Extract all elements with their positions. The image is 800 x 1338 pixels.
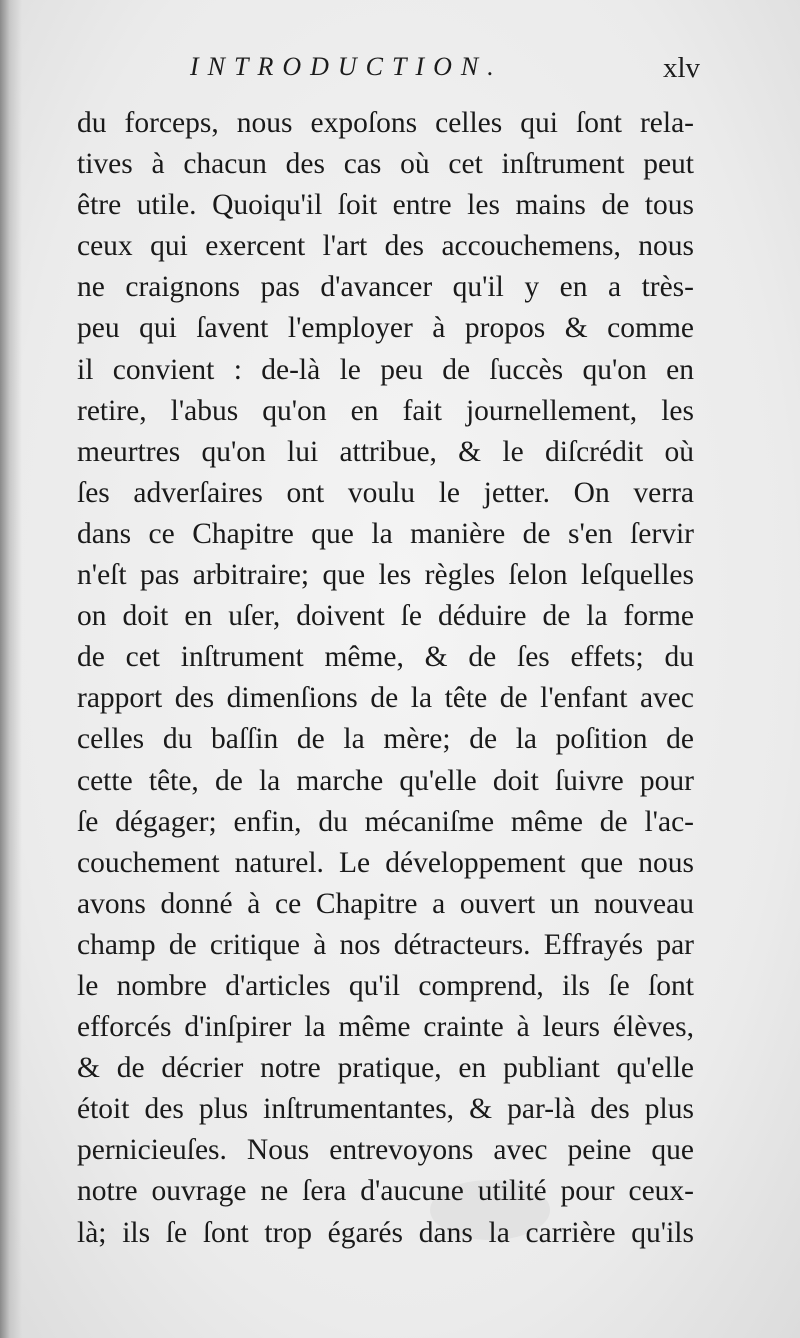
text-line: être utile. Quoiqu'il ſoit entre les mains de tous [77,189,694,222]
text-line: & de décrier notre pratique, en publiant qu'elle [77,1052,694,1085]
text-line: pernicieuſes. Nous entrevoyons avec peine que [77,1134,694,1167]
running-head [190,52,700,92]
text-line: ceux qui exercent l'art des accouchemens, nous [77,230,694,263]
text-line: le nombre d'articles qu'il comprend, ils ſe ſont [77,969,694,1002]
text-line: rapport des dimenſions de la tête de l'enfant avec [77,682,694,715]
text-line: peu qui ſavent l'employer à propos & comme [77,312,694,345]
text-line: tives à chacun des cas où cet inſtrument peut [77,148,694,181]
text-line: ne craignons pas d'avancer qu'il y en a très- [77,271,694,304]
text-line: de cet inſtrument même, & de ſes effets; du [77,641,694,674]
body-text [77,103,694,1254]
text-line: couchement naturel. Le développement que nous [77,846,694,879]
text-line: retire, l'abus qu'on en fait journellement, les [77,394,694,427]
text-line: champ de critique à nos détracteurs. Effrayés par [77,928,694,961]
text-line: du forceps, nous expoſons celles qui ſont rela- [77,107,694,139]
text-line: cette tête, de la marche qu'elle doit ſuivre pour [77,764,694,797]
text-line: efforcés d'inſpirer la même crainte à leurs élèves, [77,1011,694,1044]
text-line: étoit des plus inſtrumentantes, & par-là des plus [77,1093,694,1126]
text-line: là; ils ſe ſont trop égarés dans la carrière qu'ils [77,1216,694,1249]
running-title: INTRODUCTION. [190,52,503,81]
text-line: dans ce Chapitre que la manière de s'en ſervir [77,517,694,550]
text-line: celles du baſſin de la mère; de la poſition de [77,723,694,756]
text-line: meurtres qu'on lui attribue, & le diſcrédit où [77,435,694,468]
text-line: avons donné à ce Chapitre a ouvert un nouveau [77,887,694,920]
page-number: xlv [662,52,700,84]
text-line: on doit en uſer, doivent ſe déduire de la forme [77,600,694,633]
text-line: il convient : de-là le peu de ſuccès qu'on en [77,353,694,386]
text-line: ſes adverſaires ont voulu le jetter. On verra [77,476,694,509]
text-line: n'eſt pas arbitraire; que les règles ſelon leſquelles [77,559,694,592]
text-line: ſe dégager; enfin, du mécaniſme même de l'ac- [77,805,694,838]
text-line: notre ouvrage ne ſera d'aucune utilité pour ceux- [77,1175,694,1208]
binding-shadow [0,0,22,1338]
